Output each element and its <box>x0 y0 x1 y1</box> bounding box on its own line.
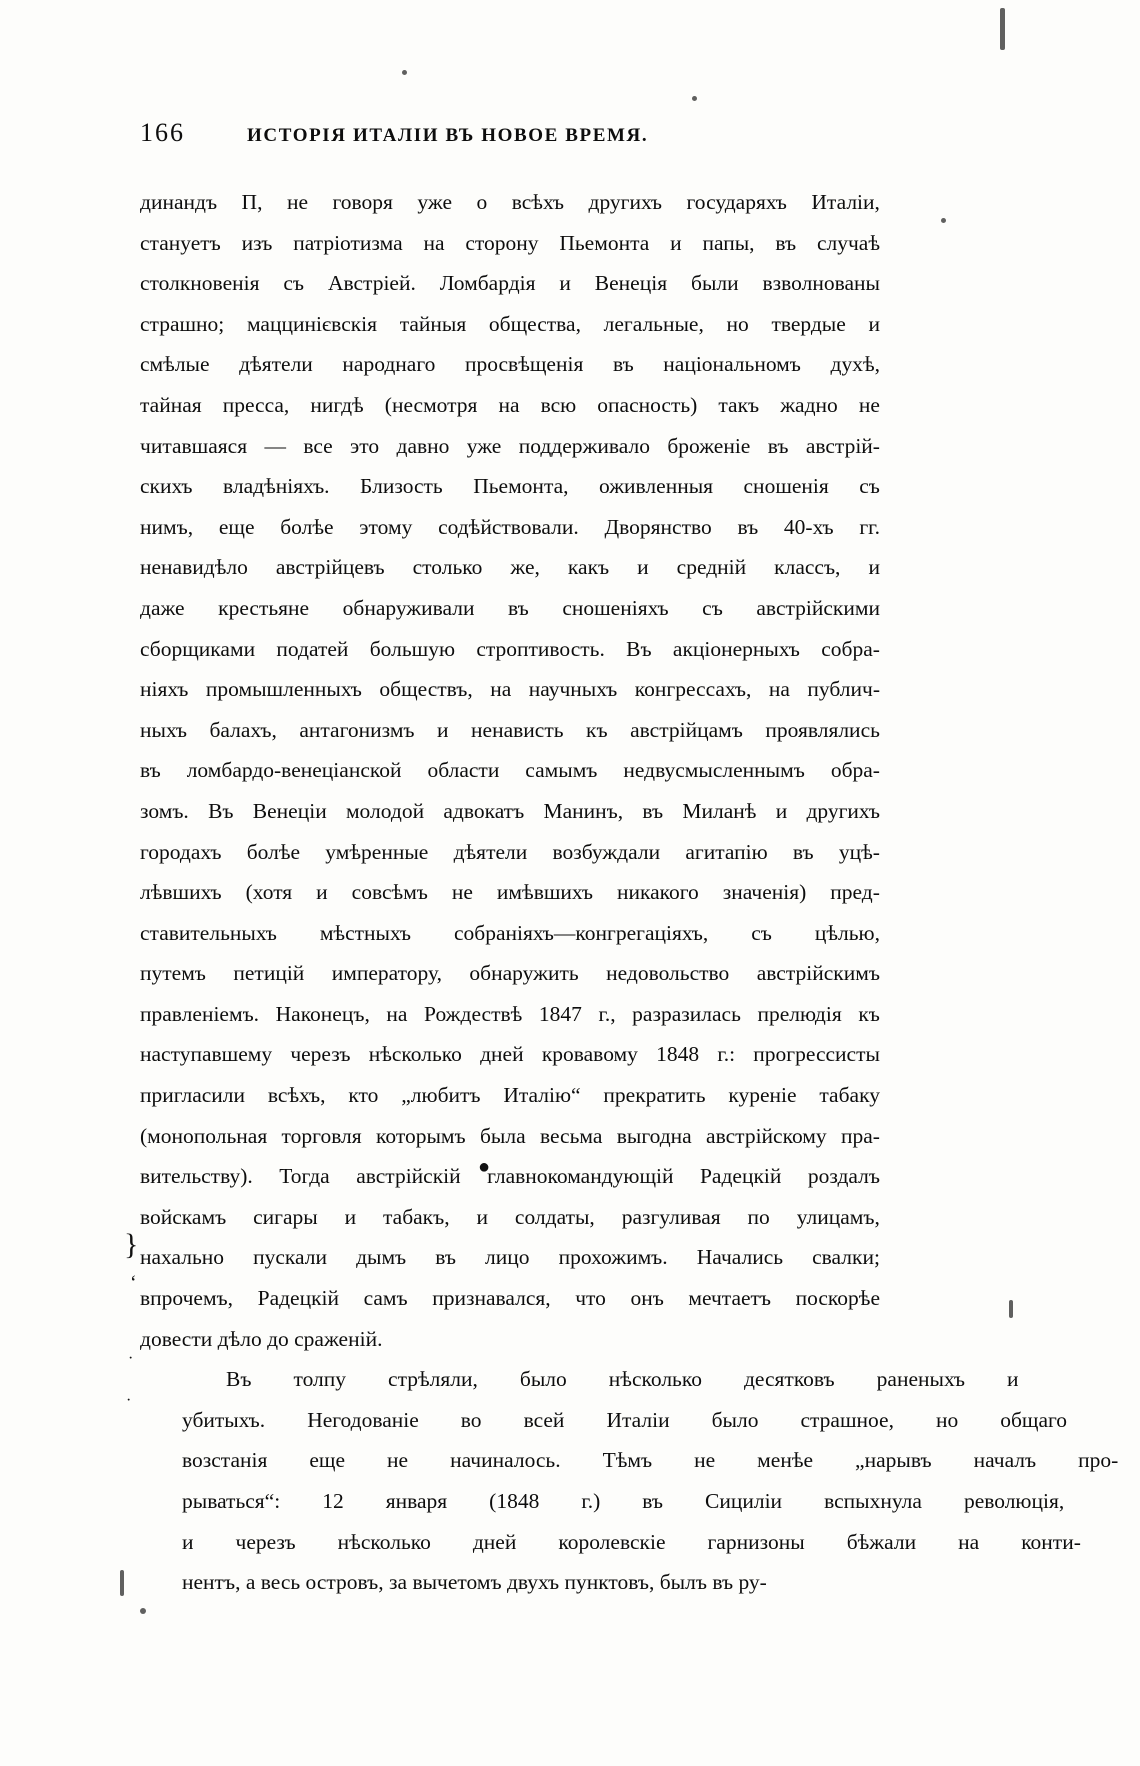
text-line: зомъ. Въ Венеціи молодой адвокатъ Манинъ, въ Миланѣ и другихъ <box>140 798 880 823</box>
text-line: пригласили всѣхъ, кто „любитъ Италію“ прекратить куреніе табаку <box>140 1083 880 1108</box>
text-line: даже крестьяне обнаруживали въ сношеніяхъ съ австрійскими <box>140 595 880 620</box>
text-line: ныхъ балахъ, антагонизмъ и ненависть къ австрійцамъ проявлялись <box>140 717 880 742</box>
text-line: путемъ петицій императору, обнаружить недовольство австрійскимъ <box>140 961 880 986</box>
text-line: ставительныхъ мѣстныхъ собраніяхъ—конгрегаціяхъ, съ цѣлью, <box>140 920 880 945</box>
scan-artifact-right-edge <box>1000 8 1005 50</box>
text-line: читавшаяся — все это давно уже поддерживало броженіе въ австрій- <box>140 433 880 458</box>
scan-artifact-left-margin <box>120 1570 124 1596</box>
text-line: вительству). Тогда австрійскій главнокомандующій Радецкій роздалъ <box>140 1164 880 1189</box>
text-line: городахъ болѣе умѣренные дѣятели возбуждали агитапію въ уцѣ- <box>140 839 880 864</box>
scan-speck-1 <box>402 70 407 75</box>
paragraph-1 <box>140 182 880 1359</box>
margin-mark-asterisk: ● <box>478 1156 491 1178</box>
text-line: динандъ П, не говоря уже о всѣхъ другихъ государяхъ Италіи, <box>140 190 880 214</box>
text-line: смѣлые дѣятели народнаго просвѣщенія въ національномъ духѣ, <box>140 352 880 377</box>
running-title: ИСТОРІЯ ИТАЛІИ ВЪ НОВОЕ ВРЕМЯ. <box>247 125 649 146</box>
text-line: и черезъ нѣсколько дней королевскіе гарнизоны бѣжали на конти- <box>182 1529 1081 1554</box>
margin-mark-dot-1: · <box>128 1350 134 1367</box>
text-line: (монопольная торговля которымъ была весьма выгодна австрійскому пра- <box>140 1123 880 1148</box>
text-line: довести дѣло до сраженій. <box>140 1326 383 1351</box>
scan-speck-2 <box>692 96 697 101</box>
scan-speck-5 <box>1009 1300 1013 1318</box>
text-line: убитыхъ. Негодованіе во всей Италіи было страшное, но общаго <box>182 1407 1068 1432</box>
text-line: столкновенія съ Австріей. Ломбардія и Венеція были взволнованы <box>140 271 880 296</box>
page-header <box>140 118 880 148</box>
page-number: 166 <box>140 118 185 147</box>
text-line: наступавшему черезъ нѣсколько дней кровавому 1848 г.: прогрессисты <box>140 1042 880 1067</box>
text-line: стануетъ изъ патріотизма на сторону Пьемонта и папы, въ случаѣ <box>140 230 880 255</box>
text-line: нимъ, еще болѣе этому содѣйствовали. Дворянство въ 40-хъ гг. <box>140 514 880 539</box>
scan-speck-3 <box>941 218 946 223</box>
paragraph-2 <box>140 1359 1119 1603</box>
text-line: тайная пресса, нигдѣ (несмотря на всю опасность) такъ жадно не <box>140 392 880 417</box>
margin-mark-brace: } <box>124 1228 139 1261</box>
text-line: Въ толпу стрѣляли, было нѣсколько десятковъ раненыхъ и <box>226 1367 1019 1392</box>
margin-mark-tick: ʻ <box>130 1272 137 1294</box>
text-line: ненавидѣло австрійцевъ столько же, какъ и средній классъ, и <box>140 555 880 580</box>
text-line: въ ломбардо-венеціанской области самымъ недвусмысленнымъ обра- <box>140 758 880 783</box>
text-line: впрочемъ, Радецкій самъ признавался, что онъ мечтаетъ поскорѣе <box>140 1286 880 1311</box>
page-body <box>140 182 1119 1603</box>
text-line: правленіемъ. Наконецъ, на Рождествѣ 1847 г., разразилась прелюдія къ <box>140 1001 880 1026</box>
text-line: лѣвшихъ (хотя и совсѣмъ не имѣвшихъ никакого значенія) пред- <box>140 880 880 905</box>
text-line: страшно; маццинієвскія тайныя общества, легальные, но твердые и <box>140 311 880 336</box>
margin-mark-dot-2: · <box>126 1392 132 1409</box>
text-line: сборщиками податей большую строптивость. Въ акціонерныхъ собра- <box>140 636 880 661</box>
text-line: возстанія еще не начиналось. Тѣмъ не менѣе „нарывъ началъ про- <box>182 1448 1119 1473</box>
text-line: ніяхъ промышленныхъ обществъ, на научныхъ конгрессахъ, на публич- <box>140 677 880 702</box>
text-line: нахально пускали дымъ въ лицо прохожимъ. Начались свалки; <box>140 1245 880 1270</box>
text-line: нентъ, а весь островъ, за вычетомъ двухъ пунктовъ, былъ въ ру- <box>182 1570 767 1595</box>
text-line: войскамъ сигары и табакъ, и солдаты, разгуливая по улицамъ, <box>140 1204 880 1229</box>
text-line: рываться“: 12 января (1848 г.) въ Сициліи вспыхнула революція, <box>182 1489 1065 1513</box>
text-line: скихъ владѣніяхъ. Близость Пьемонта, оживленныя сношенія съ <box>140 474 880 499</box>
scan-speck-4 <box>140 1608 146 1614</box>
